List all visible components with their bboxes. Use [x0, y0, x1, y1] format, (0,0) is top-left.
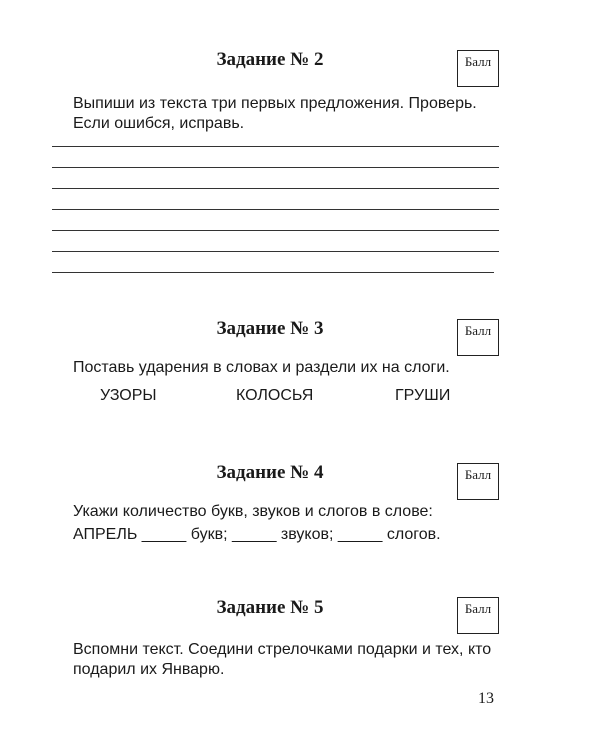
task-2-instruction: [73, 94, 513, 134]
answer-line[interactable]: [52, 146, 499, 147]
task-5-score-box[interactable]: Балл: [457, 597, 499, 634]
page-number: 13: [478, 690, 494, 707]
word-grushi: ГРУШИ: [395, 387, 451, 404]
task-5-title: Задание № 5: [216, 597, 324, 618]
letters-blank[interactable]: _____: [141, 526, 187, 543]
task-4-title: Задание № 4: [216, 462, 324, 483]
answer-line[interactable]: [52, 167, 499, 168]
answer-line[interactable]: [52, 230, 499, 231]
task-2-instruction-line-1: Выпиши из текста три первых предложения. Проверь.: [73, 95, 477, 112]
answer-line[interactable]: [52, 188, 499, 189]
task-5-instruction-line-2: подарил их Январю.: [73, 661, 225, 678]
syllables-blank[interactable]: _____: [337, 526, 383, 543]
answer-line[interactable]: [52, 251, 499, 252]
word-uzory: УЗОРЫ: [100, 387, 157, 404]
task-3-title: Задание № 3: [216, 318, 324, 339]
sounds-blank[interactable]: _____: [231, 526, 277, 543]
answer-line[interactable]: [52, 272, 494, 273]
task-4-instruction: Укажи количество букв, звуков и слогов в слове:: [73, 503, 433, 520]
word-kolosya: КОЛОСЬЯ: [236, 387, 314, 404]
task-2-score-box[interactable]: Балл: [457, 50, 499, 87]
task-5-instruction-line-1: Вспомни текст. Соедини стрелочками подарки и тех, кто: [73, 641, 492, 658]
task-4-answer-row: [73, 526, 441, 544]
task-5-instruction: [73, 640, 513, 680]
task-4-word: АПРЕЛЬ: [73, 526, 138, 543]
task-2-title: Задание № 2: [216, 49, 324, 70]
task-2-instruction-line-2: Если ошибся, исправь.: [73, 115, 245, 132]
task-4-score-box[interactable]: Балл: [457, 463, 499, 500]
answer-line[interactable]: [52, 209, 499, 210]
sounds-label: звуков;: [280, 526, 334, 543]
letters-label: букв;: [190, 526, 228, 543]
task-3-instruction: Поставь ударения в словах и раздели их на слоги.: [73, 359, 450, 376]
task-3-score-box[interactable]: Балл: [457, 319, 499, 356]
syllables-label: слогов.: [386, 526, 441, 543]
